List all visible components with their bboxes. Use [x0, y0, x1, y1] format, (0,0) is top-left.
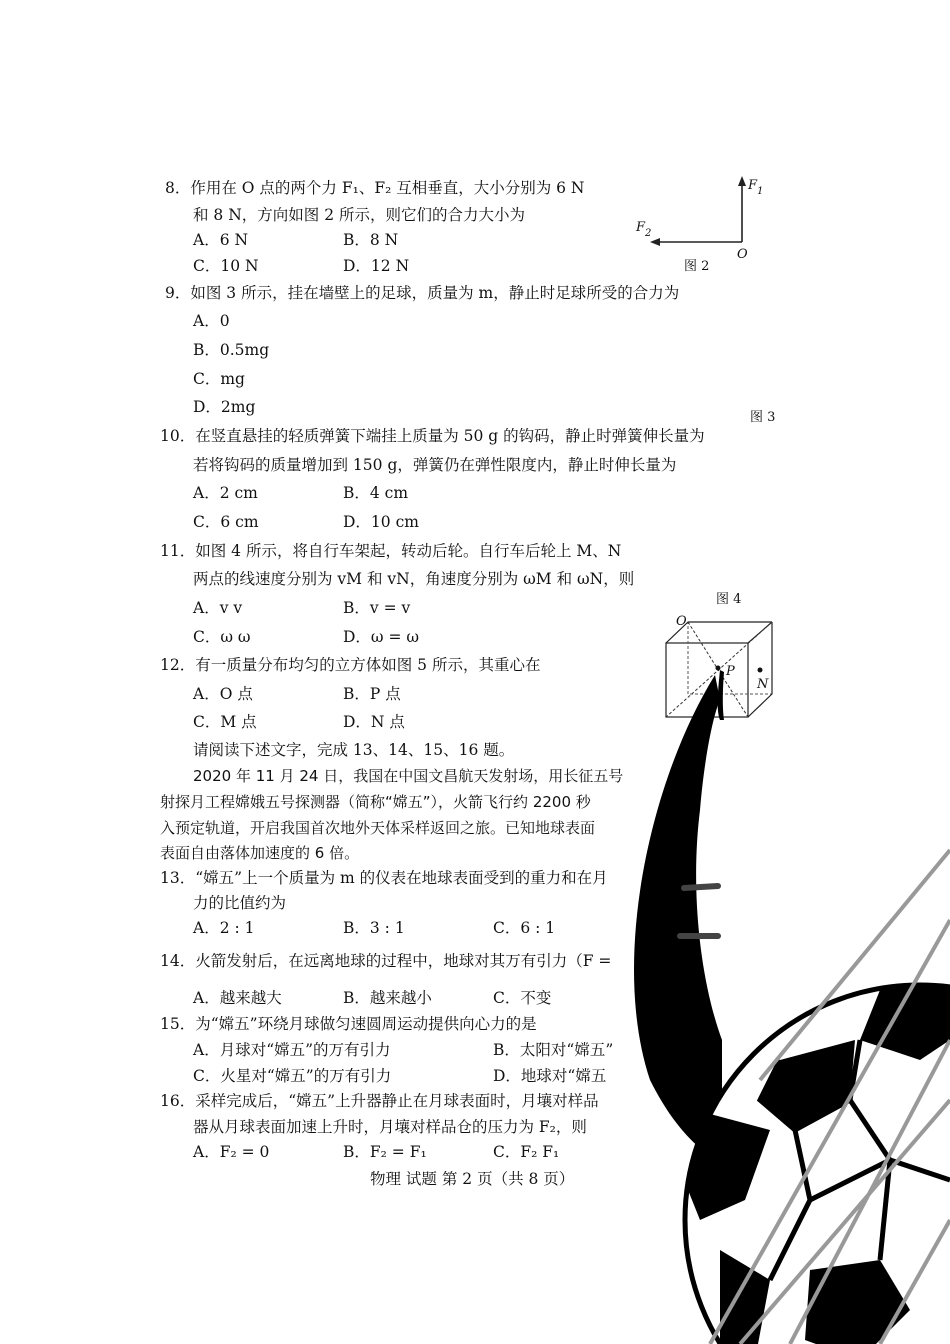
q10-stem-line2: 若将钩码的质量增加到 150 g，弹簧仍在弹性限度内，静止时伸长量为: [193, 456, 677, 474]
q11-stem-line2: 两点的线速度分别为 vM 和 vN，角速度分别为 ωM 和 ωN，则: [193, 570, 635, 588]
q11-option-b: B．v = v: [343, 599, 411, 617]
reading-line1: 2020 年 11 月 24 日，我国在中国文昌航天发射场，用长征五号: [193, 767, 624, 785]
q16-option-b: B．F₂ = F₁: [343, 1143, 427, 1161]
q15-option-a: A．月球对“嫦五”的万有引力: [193, 1041, 391, 1059]
q8-option-b: B．8 N: [343, 231, 399, 249]
fig5-n-label: N: [757, 677, 769, 692]
q11-option-c: C．ω ω: [193, 628, 251, 646]
fig4-caption: 图 4: [716, 592, 742, 607]
q11-option-d: D．ω = ω: [343, 628, 420, 646]
q8-option-d: D．12 N: [343, 257, 410, 275]
q13-stem-line2: 力的比值约为: [193, 894, 287, 912]
q10-option-b: B．4 cm: [343, 484, 409, 502]
q11-option-a: A．v v: [193, 599, 243, 617]
q13-stem-line1: 13．“嫦五”上一个质量为 m 的仪表在地球表面受到的重力和在月: [160, 869, 608, 887]
fig2-f2-label: $F_2$: [636, 220, 652, 239]
q14-option-b: B．越来越小: [343, 989, 432, 1007]
q9-option-d: D．2mg: [193, 398, 256, 416]
fig2-o-label: O: [737, 247, 748, 262]
q12-option-c: C．M 点: [193, 713, 257, 731]
q15-option-c: C．火星对“嫦五”的万有引力: [193, 1067, 392, 1085]
soccer-ball-illustration: [620, 660, 950, 1344]
q16-option-a: A．F₂ = 0: [193, 1143, 270, 1161]
q9-option-a: A．0: [193, 312, 230, 330]
q9-option-b: B．0.5mg: [193, 341, 270, 359]
page-footer: 物理 试题 第 2 页（共 8 页）: [370, 1170, 575, 1188]
fig3-caption: 图 3: [750, 410, 776, 425]
q8-stem-line2: 和 8 N，方向如图 2 所示，则它们的合力大小为: [193, 206, 525, 224]
q10-stem-line1: 10．在竖直悬挂的轻质弹簧下端挂上质量为 50 g 的钩码，静止时弹簧伸长量为: [160, 427, 705, 445]
reading-line3: 入预定轨道，开启我国首次地外天体采样返回之旅。已知地球表面: [160, 819, 596, 837]
q8-option-a: A．6 N: [193, 231, 249, 249]
q10-option-c: C．6 cm: [193, 513, 259, 531]
q10-option-d: D．10 cm: [343, 513, 419, 531]
reading-line4: 表面自由落体加速度的 6 倍。: [160, 844, 360, 862]
q14-stem: 14．火箭发射后，在远离地球的过程中，地球对其万有引力（F =: [160, 952, 612, 970]
reading-line2: 射探月工程嫦娥五号探测器（简称“嫦五”），火箭飞行约 2200 秒: [160, 793, 591, 811]
q13-option-b: B．3 : 1: [343, 919, 405, 937]
q13-option-a: A．2 : 1: [193, 919, 255, 937]
q8-option-c: C．10 N: [193, 257, 259, 275]
fig2-caption: 图 2: [684, 259, 710, 274]
q10-option-a: A．2 cm: [193, 484, 258, 502]
q16-option-c: C．F₂ F₁: [493, 1143, 560, 1161]
q13-option-c: C．6 : 1: [493, 919, 556, 937]
q11-stem-line1: 11．如图 4 所示，将自行车架起，转动后轮。自行车后轮上 M、N: [160, 542, 622, 560]
q12-option-d: D．N 点: [343, 713, 405, 731]
reading-intro: 请阅读下述文字，完成 13、14、15、16 题。: [193, 741, 515, 759]
q9-stem: 9．如图 3 所示，挂在墙壁上的足球，质量为 m，静止时足球所受的合力为: [165, 284, 680, 302]
q16-stem-line1: 16．采样完成后，“嫦五”上升器静止在月球表面时，月壤对样品: [160, 1092, 599, 1110]
q12-option-a: A．O 点: [193, 685, 253, 703]
q9-option-c: C．mg: [193, 370, 245, 388]
q16-stem-line2: 器从月球表面加速上升时，月壤对样品仓的压力为 F₂，则: [193, 1118, 587, 1136]
fig2-f1-label: $F_1$: [748, 178, 764, 197]
q14-option-c: C．不变: [493, 989, 552, 1007]
q15-option-b: B．太阳对“嫦五”: [493, 1041, 614, 1059]
q15-stem: 15．为“嫦五”环绕月球做匀速圆周运动提供向心力的是: [160, 1015, 537, 1033]
q14-option-a: A．越来越大: [193, 989, 282, 1007]
q12-stem: 12．有一质量分布均匀的立方体如图 5 所示，其重心在: [160, 656, 541, 674]
q12-option-b: B．P 点: [343, 685, 401, 703]
q15-option-d: D．地球对“嫦五: [493, 1067, 607, 1085]
q8-stem-line1: 8．作用在 O 点的两个力 F₁、F₂ 互相垂直，大小分别为 6 N: [165, 179, 585, 197]
fig5-o-label: O: [676, 614, 687, 629]
fig5-p-label: P: [726, 664, 735, 679]
